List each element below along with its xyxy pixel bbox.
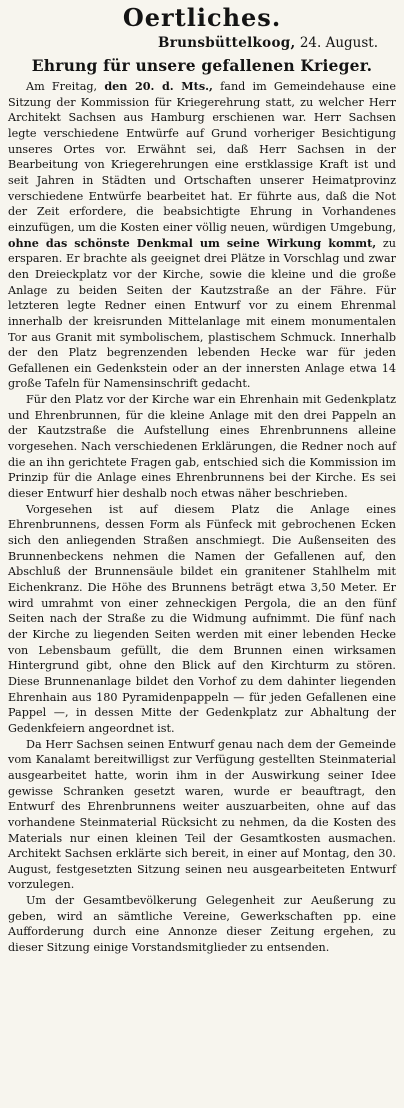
dateline-place: Brunsbüttelkoog, [158, 35, 296, 51]
dateline [8, 34, 396, 52]
paragraph-1-emphasis: ohne das schönste Denkmal um seine Wirkung kommt, [8, 235, 377, 250]
article-paragraph-2: Für den Platz vor der Kirche war ein Ehrenhain mit Gedenkplatz und Ehrenbrunnen, für die kleine Anlage mit den drei Pappeln an der Kautzstraße die Aufstellung eines Ehrenbrunnens alleine vorgesehen. Nach verschiedenen Erklärungen, die Redner noch auf die an ihn gerichtete Fragen gab, entschied sich die Kommission im Prinzip für die Anlage eines Ehrenbrunnens bei der Kirche. Es sei dieser Entwurf hier deshalb noch etwas näher beschrieben. [8, 393, 396, 501]
paragraph-1-date: den 20. d. Mts., [104, 79, 213, 93]
article-body [8, 79, 396, 956]
article-paragraph-1 [8, 79, 396, 392]
paragraph-1-text-b: zu ersparen. Er brachte als geeignet drei Plätze in Vorschlag und zwar den Dreieckplatz vor der Kirche, sowie die kleine und die große Anlage zu beiden Seiten der Kautzstraße an der Fähre. Für letzteren legte Redner einen Entwurf vor zu einem Ehrenmal innerhalb der kreisrunden Mittelanlage mit einem monumentalen Tor aus Granit mit symbolischem, plastischem Schmuck. Innerhalb der den Platz begrenzenden lebenden Hecke war für jeden Gefallenen ein Gedenkstein oder an der innersten Anlage etwa 14 große Tafeln für Namensinschrift gedacht. [8, 236, 397, 391]
dateline-date: 24. August. [299, 35, 378, 51]
article-paragraph-5: Um der Gesamtbevölkerung Gelegenheit zur Aeußerung zu geben, wird an sämtliche Vereine, Gewerkschaften pp. eine Aufforderung durch eine Annonze dieser Zeitung ergehen, zu dieser Sitzung einige Vorstandsmitglieder zu entsenden. [8, 894, 396, 955]
article-headline: Ehrung für unsere gefallenen Krieger. [31, 56, 373, 75]
paragraph-1-text-a: fand im Gemeindehause eine Sitzung der Kommission für Kriegerehrung statt, zu welcher Herr Architekt Sachsen aus Hamburg erschienen war. Herr Sachsen legte verschiedene Entwürfe auf Grund vorheriger Besichtigung unseres Ortes vor. Erwähnt sei, daß Herr Sachsen in der Bearbeitung von Kriegerehrungen eine erstklassige Kraft ist und seit Jahren in Städten und Ortschaften unserer Heimatprovinz verschiedene Entwürfe bearbeitet hat. Er führte aus, daß die Not der Zeit erfordere, die beabsichtigte Ehrung in Vorhandenes einzufügen, um die Kosten einer völlig neuen, würdigen Umgebung, [8, 80, 396, 234]
article-paragraph-4: Da Herr Sachsen seinen Entwurf genau nach dem der Gemeinde vom Kanalamt bereitwilligst zur Verfügung gestellten Steinmaterial ausgearbeitet hatte, worin ihm in der Auswirkung seiner Idee gewisse Schranken gesetzt waren, wurde er beauftragt, den Entwurf des Ehrenbrunnens weiter auszuarbeiten, ohne auf das vorhandene Steinmaterial Rücksicht zu nehmen, da die Kosten des Materials nur einen kleinen Teil der Gesamtkosten ausmachen. Architekt Sachsen erklärte sich bereit, in einer auf Montag, den 30. August, festgesetzten Sitzung seinen neu ausgearbeiteten Entwurf vorzulegen. [8, 737, 396, 892]
article-paragraph-3: Vorgesehen ist auf diesem Platz die Anlage eines Ehrenbrunnens, dessen Form als Fünfeck mit gebrochenen Ecken sich den anliegenden Straßen anschmiegt. Die Außenseiten des Brunnenbeckens nehmen die Namen der Gefallenen auf, den Abschluß der Brunnensäule bildet ein granitener Stahlhelm mit Eichenkranz. Die Höhe des Brunnens beträgt etwa 3,50 Meter. Er wird umrahmt von einer zehneckigen Pergola, die an den fünf Seiten nach der Straße zu die Widmung aufnimmt. Die fünf nach der Kirche zu liegenden Seiten werden mit einer lebenden Hecke von Lebensbaum gefüllt, die dem Brunnen einen wirksamen Hintergrund gibt, ohne den Blick auf den Kirchturm zu stören. Diese Brunnenanlage bildet den Vorhof zu dem dahinter liegenden Ehrenhain aus 180 Pyramidenpappeln — für jeden Gefallenen eine Pappel —, in dessen Mitte der Gedenkplatz zur Abhaltung der Gedenkfeiern angeordnet ist. [8, 502, 396, 735]
paragraph-1-lead: Am Freitag, [26, 80, 105, 93]
section-title: Oertliches. [122, 3, 282, 32]
